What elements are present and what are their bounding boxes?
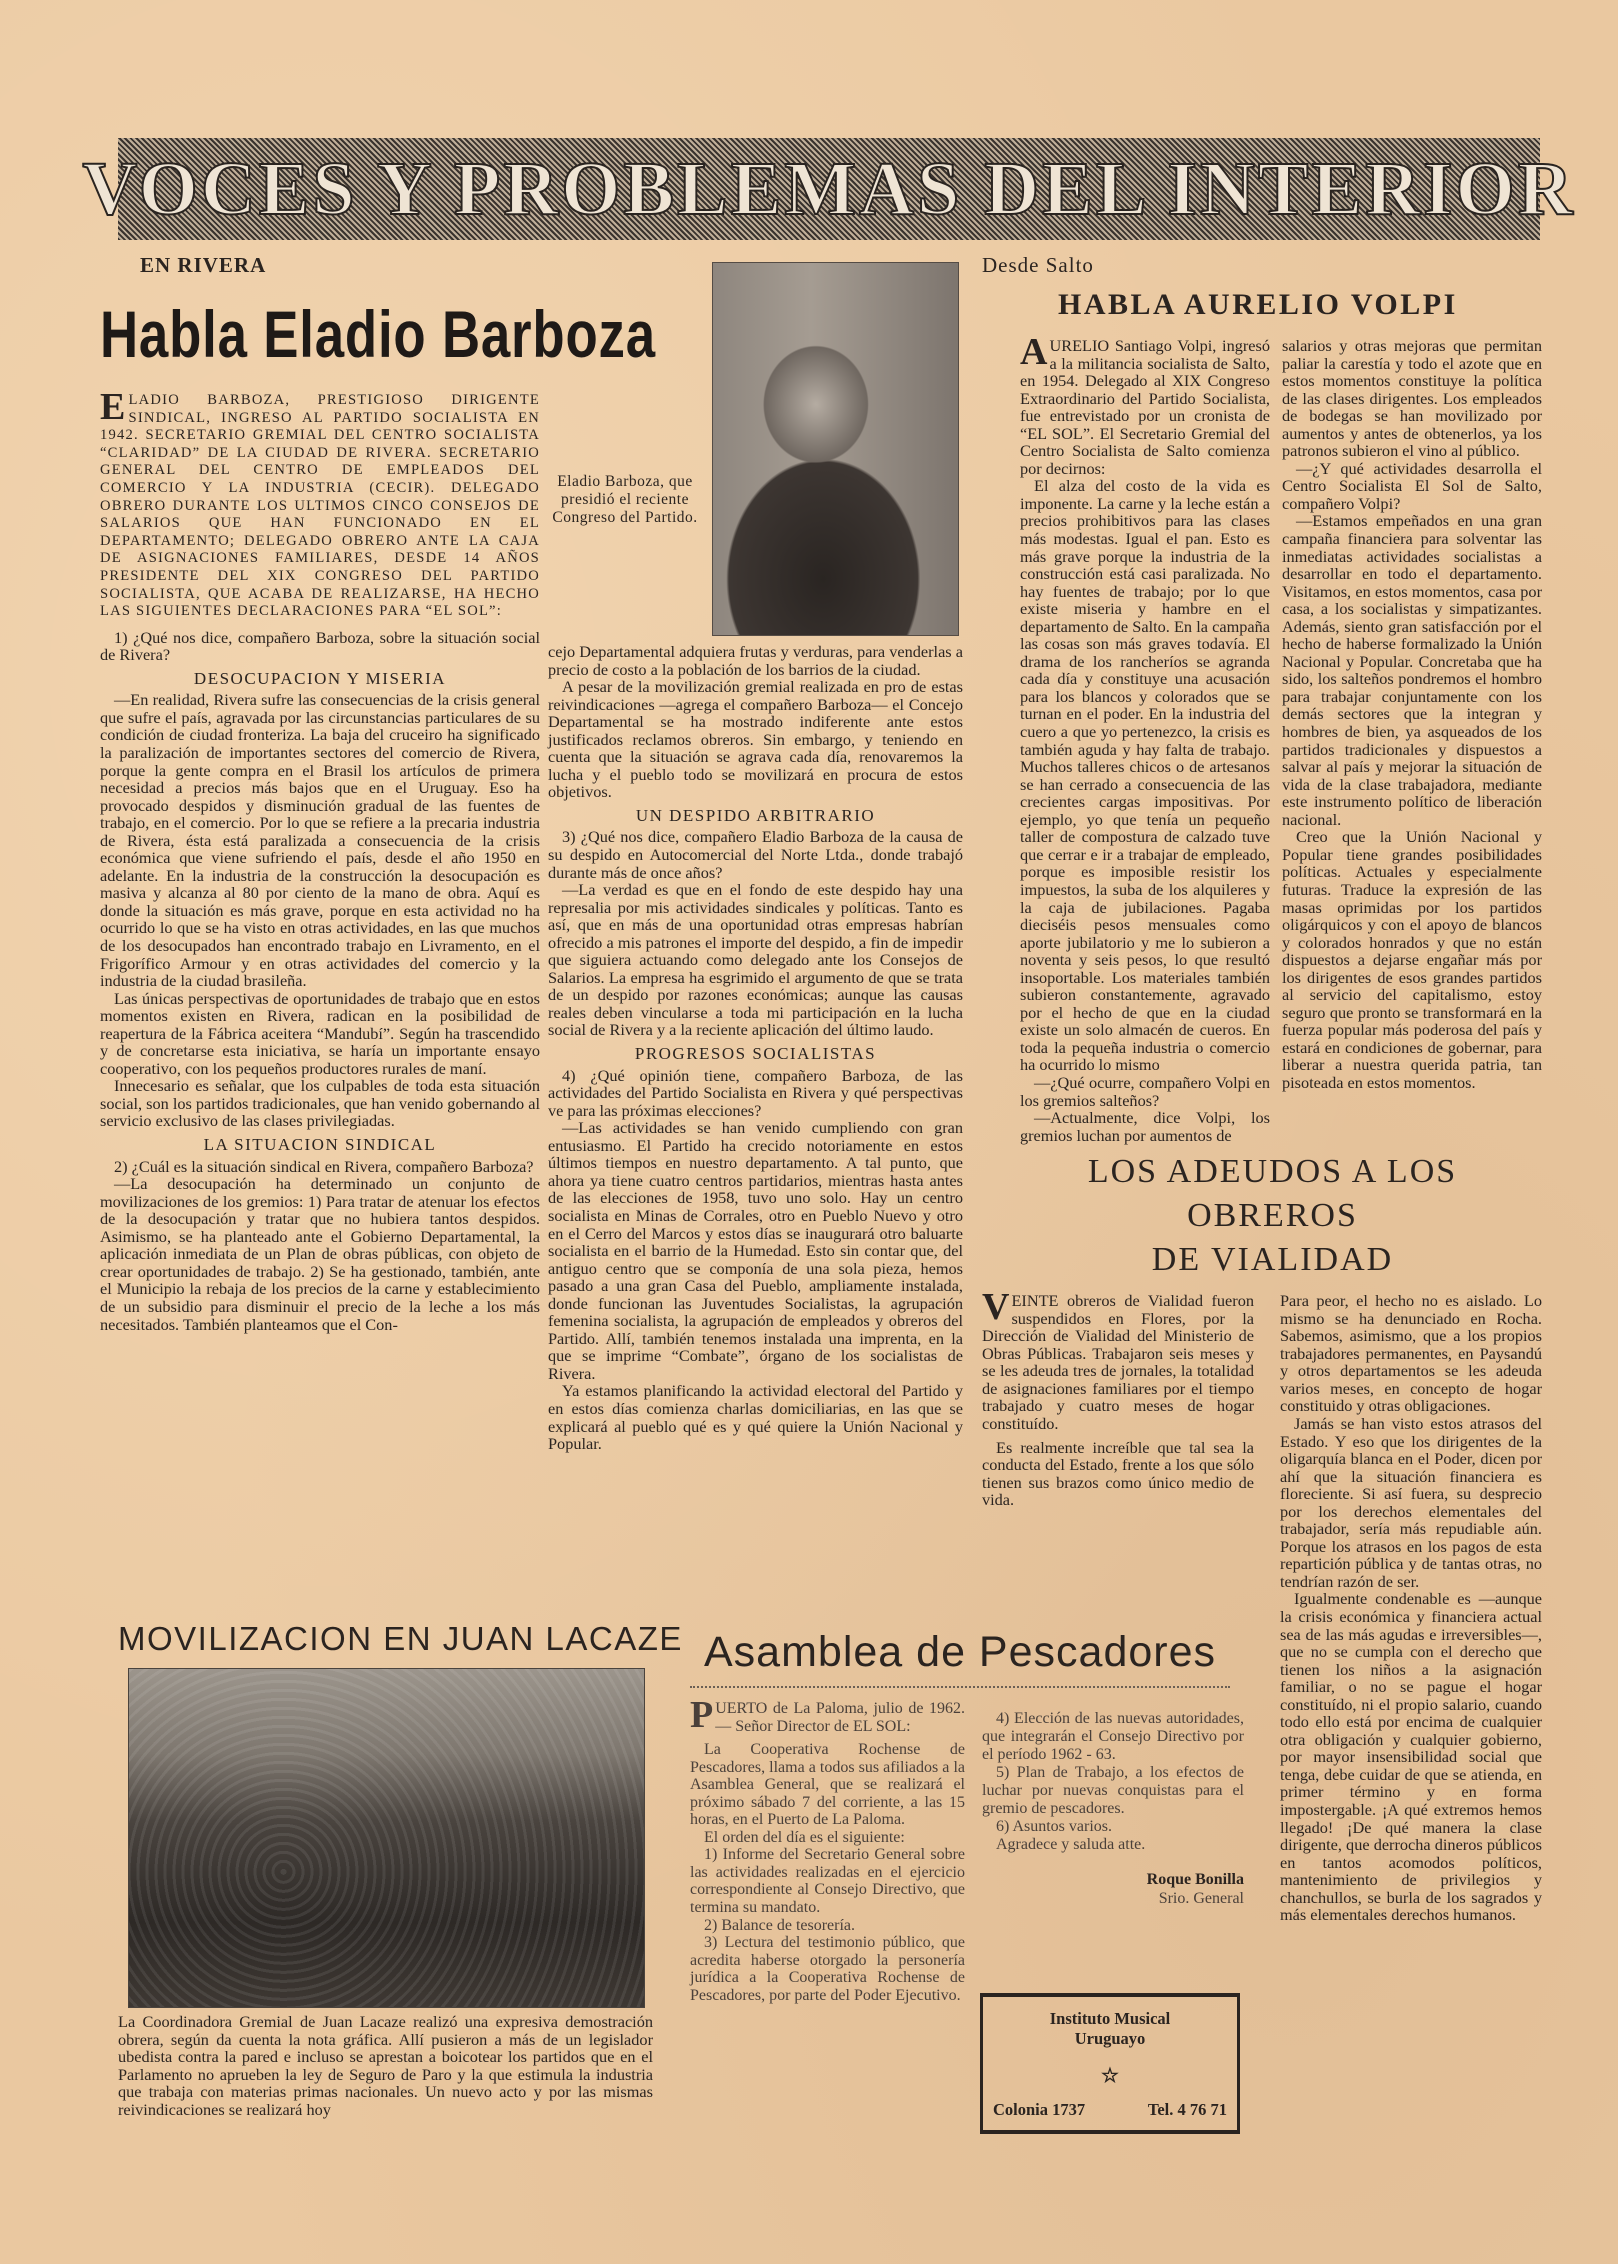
paragraph: 1) ¿Qué nos dice, compañero Barboza, sobre la situación social de Rivera? xyxy=(100,627,540,665)
paragraph: Las únicas perspectivas de oportunidades de trabajo que en estos momentos existen en Rivera, radican en la posibilidad de reapertura de la Fábrica aceitera “Mandubí”. Según ha trascendido y de concretarse esta iniciativa, se haría un importante ensayo cooperativo, con los pequeños productores rurales de maní. xyxy=(100,988,540,1078)
salto-column-1 xyxy=(1020,331,1270,1145)
paragraph: 2) ¿Cuál es la situación sindical en Rivera, compañero Barboza? xyxy=(114,1156,534,1176)
paragraph-text: URELIO Santiago Volpi, ingresó a la militancia socialista de Salto, en 1954. Delegado al XIX Congreso Extraordinario del Partido Socialista, fue entrevistado por un cronista de “EL SOL”. El Secretario Gremial del Centro Socialista de Salto comienza por decirnos: xyxy=(1020,336,1270,478)
paragraph: Jamás se han visto estos atrasos del Estado. Y eso que los dirigentes de la oligarquía blanca en el Poder, dicen por ahí que la situación financiera es floreciente. Si así fuera, su desprecio por los derechos elementales del trabajador, sería más repudiable aún. Porque los atrasos en los pagos de esta repartición pública y de tantas otras, no tendrían razón de ser. xyxy=(1280,1413,1542,1591)
salto-kicker: Desde Salto xyxy=(982,253,1094,277)
paragraph: Ya estamos planificando la actividad electoral del Partido y en estos días comienza charlas domiciliarias, en las que se explicará al pueblo qué es y qué quiere la Unión Nacional y Popular. xyxy=(548,1381,963,1454)
paragraph: Es realmente increíble que tal sea la conducta del Estado, frente a los que sólo tienen sus brazos como único medio de vida. xyxy=(982,1437,1254,1510)
paragraph: 4) Elección de las nuevas autoridades, que integrarán el Consejo Directivo por el período 1962 - 63. xyxy=(982,1710,1244,1763)
paragraph-text: UERTO de La Paloma, julio de 1962. — Señor Director de EL SOL: xyxy=(715,1700,965,1735)
intro-text: LADIO BARBOZA, PRESTIGIOSO DIRIGENTE SINDICAL, INGRESO AL PARTIDO SOCIALISTA EN 1942. SECRETARIO GREMIAL DEL CENTRO SOCIALISTA “CLARIDAD” DE LA CIUDAD DE RIVERA. SECRETARIO GENERAL DEL CENTRO DE EMPLEADOS DEL COMERCIO Y LA INDUSTRIA (CECIR). DELEGADO OBRERO DURANTE LOS ULTIMOS CINCO CONSEJOS DE SALARIOS QUE HAN FUNCIONADO EN EL DEPARTAMENTO; DELEGADO OBRERO ANTE LA CAJA DE ASIGNACIONES FAMILIARES, DESDE 14 AÑOS PRESIDENTE DEL XIX CONGRESO DEL PARTIDO SOCIALISTA, QUE ACABA DE REALIZARSE, HA HECHO LAS SIGUIENTES DECLARACIONES PARA “EL SOL”: xyxy=(100,392,540,620)
ad-address: Colonia 1737 xyxy=(993,2100,1086,2119)
dropcap: A xyxy=(1020,331,1048,373)
vialidad-column-1 xyxy=(982,1286,1254,1510)
headline-line: DE VIALIDAD xyxy=(1151,1241,1394,1279)
caption-text: La Coordinadora Gremial de Juan Lacaze realizó una expresiva demostración obrera, según da cuenta la nota gráfica. Allí pusieron a más de un legislador ubedista contra la pared e incluso se aprestan a boicotear los partidos que en el Parlamento no aprueben la ley de Seguro de Paro y la que estimula la industria que trabaja con materias primas nacionales. Un nuevo acto y por las mismas reivindicaciones se realizará hoy xyxy=(118,2012,653,2119)
paragraph xyxy=(982,1286,1254,1433)
paragraph: —La desocupación ha determinado un conjunto de movilizaciones de los gremios: 1) Para tratar de atenuar los efectos de la desocupación y tratar que no hubiera tantos despidos. Asimismo, se ha planteado ante el Gobierno Departamental, la aplicación inmediata de un Plan de obras públicas, con objeto de crear oportunidades de trabajo. 2) Se ha gestionado, también, ante el Municipio la rebaja de los precios de la carne y establecimiento de un subsidio para disminuir el precio de la leche a los más necesitados. También planteamos que el Con- xyxy=(100,1174,540,1334)
vialidad-headline xyxy=(1000,1150,1545,1282)
paragraph: Agradece y saluda atte. xyxy=(996,1836,1146,1853)
paragraph: 2) Balance de tesorería. xyxy=(704,1916,856,1934)
paragraph: La Cooperativa Rochense de Pescadores, llama a todos sus afiliados a la Asamblea General, que se realizará el próximo sábado 7 del corriente, a las 15 horas, en el Puerto de La Paloma. xyxy=(690,1741,965,1829)
paragraph: 3) ¿Qué nos dice, compañero Eladio Barboza de la causa de su despido en Autocomercial del Norte Ltda., donde trabajó durante más de once años? xyxy=(548,827,963,882)
paragraph: salarios y otras mejoras que permitan paliar la carestía y todo el azote que en estos momentos constituye la política de las clases dirigentes. Los empleados de bodegas se han movilizado por aumentos y antes de obtenerlos, ya los patronos subieron el vino al público. xyxy=(1282,336,1542,461)
paragraph xyxy=(1020,331,1270,478)
paragraph: A pesar de la movilización gremial realizada en pro de estas reivindicaciones —agrega el compañero Barboza— el Concejo Departamental se ha mostrado indiferente ante estos justificados reclamos obreros. Sin embargo, y teniendo en cuenta que la situación se agrava cada día, renovaremos la lucha y el pueblo todo se movilizará en procura de estos objetivos. xyxy=(548,677,963,802)
signature-title: Srio. General xyxy=(1158,1890,1244,1907)
section-subheading: PROGRESOS SOCIALISTAS xyxy=(634,1044,877,1064)
section-subheading: DESOCUPACION Y MISERIA xyxy=(193,668,447,688)
paragraph: —Las actividades se han venido cumpliendo con gran entusiasmo. El Partido ha crecido notoriamente en estos últimos tiempos en nuestro departamento. A tal punto, que ahora ya tiene cuatro centros partidarios, mientras hasta antes de las elecciones de 1958, tuvo uno solo. Hay un centro socialista en Minas de Corrales, otro en Pueblo Nuevo y otro en el Cerro del Marcos y estos días se inaugurará otro baluarte socialista en el barrio de la Humedad. Esto sin contar que, del antiguo centro que se componía de una sola pieza, hemos pasado a una gran Casa del Pueblo, ampliamente instalada, donde funcionan las Juventudes Socialistas, la agrupación femenina socialista, la agrupación de empleados y obreros del Partido. Allí, también tenemos instalada una imprenta, en la que se imprime “Combate”, órgano de los socialistas de Rivera. xyxy=(548,1118,963,1383)
rivera-headline: Habla Eladio Barboza xyxy=(100,297,656,371)
crowd-photo xyxy=(128,1668,645,2008)
banner-title: VOCES Y PROBLEMAS DEL INTERIOR xyxy=(82,146,1576,231)
paragraph: —En realidad, Rivera sufre las consecuencias de la crisis general que sufre el país, agravada por las circunstancias particulares de su condición de ciudad fronteriza. La baja del cruceiro ha significado la paralización de importantes sectores del comercio de Rivera, porque la gente compra en el Brasil los artículos de primera necesidad a precios más bajos que en el Uruguay. Eso ha provocado despidos y disminución gradual de las fuentes de trabajo, en el comercio. Por lo que se refiere a la precaria industria de Rivera, ésta está paralizada a consecuencia de la crisis económica que viene sufriendo el país, desde el año 1950 en adelante. En la industria de la construcción la desocupación es masiva y alcanza al 80 por ciento de la mano de obra. Aquí es donde la situación es más grave, porque en esta actividad no ha ocurrido lo que se ha visto en otras actividades, en las que muchos de los desocupados han encontrado trabajo en Livramento, en el Frigorífico Armour y en otras actividades del comercio y la industria de la ciudad brasileña. xyxy=(100,690,540,991)
ad-line: Instituto Musical xyxy=(1049,2009,1171,2028)
headline-line: LOS ADEUDOS A LOS OBREROS xyxy=(1087,1153,1458,1235)
section-subheading: LA SITUACION SINDICAL xyxy=(203,1135,437,1155)
lacaze-caption xyxy=(118,2013,653,2118)
paragraph xyxy=(690,1694,965,1736)
paragraph: —¿Qué ocurre, compañero Volpi en los gremios salteños? xyxy=(1020,1072,1270,1110)
star-icon: ☆ xyxy=(1101,2065,1119,2087)
paragraph: Igualmente condenable es —aunque la crisis económica y financiera actual sea de las más agudas e irreversibles—, que no se cumpla con el derecho que tienen los niños a la asignación familiar, o no se pague el hogar constituído, ni el propio salario, cuando todo ello está por encima de cualquier otra obligación y cualquier gobierno, por mayor insensibilidad social que tenga, debe cuidar de que se atienda, en primer término y en forma impostergable. ¡A qué extremos hemos llegado! ¡De qué manera la clase dirigente, que derrocha dineros públicos en tantos acomodos políticos, mantenimiento de privilegios y chanchullos, se burla de los sagrados y más elementales derechos humanos. xyxy=(1280,1589,1542,1925)
asamblea-headline: Asamblea de Pescadores xyxy=(704,1628,1217,1676)
paragraph: 5) Plan de Trabajo, a los efectos de luchar por nuevas conquistas para el gremio de pescadores. xyxy=(982,1764,1244,1817)
section-banner xyxy=(82,138,1576,240)
vialidad-column-1-body xyxy=(982,1439,1254,1509)
salto-columns xyxy=(982,331,1542,1145)
vialidad-column-2 xyxy=(1280,1292,1542,1924)
asamblea-column-2 xyxy=(982,1710,1244,1908)
ad-phone: Tel. 4 76 71 xyxy=(1147,2100,1227,2119)
asamblea-column-2-body xyxy=(982,1710,1244,1854)
dropcap: P xyxy=(690,1694,714,1736)
paragraph: 3) Lectura del testimonio público, que acredita haberse otorgado la personería jurídica a la Cooperativa Rochense de Pescadores, por parte del Poder Ejecutivo. xyxy=(690,1934,965,2004)
rivera-kicker: EN RIVERA xyxy=(140,253,267,277)
asamblea-column-1 xyxy=(690,1694,965,2004)
dropcap: E xyxy=(100,386,127,428)
rivera-middle-column xyxy=(548,643,963,1453)
paragraph: —¿Y qué actividades desarrolla el Centro Socialista El Sol de Salto, compañero Volpi? xyxy=(1282,458,1542,513)
paragraph-text: EINTE obreros de Vialidad fueron suspendidos en Flores, por la Dirección de Vialidad del Ministerio de Obras Públicas. Trabajaron seis meses y se les adeuda tres de jornales, la totalidad de asignaciones familiares por el tiempo trabajado y cuatro meses de hogar constituído. xyxy=(982,1291,1254,1433)
paragraph: —La verdad es que en el fondo de este despido hay una represalia por mis actividades sindicales y políticas. Tanto es así, que en más de una oportunidad otras empresas habrían ofrecido a mis patrones el importe del despido, a fin de impedir que siguiera actuando como delegado ante los Consejos de Salarios. La empresa ha esgrimido el argumento de que se trata de un despido por razones económicas; aunque las causas reales deben vincularse a toda mi participación en la lucha social de Rivera y a la reciente aplicación del último laudo. xyxy=(548,880,963,1040)
paragraph: 6) Asuntos varios. xyxy=(996,1818,1112,1835)
section-subheading: UN DESPIDO ARBITRARIO xyxy=(635,805,876,825)
paragraph: Para peor, el hecho no es aislado. Lo mismo se ha denunciado en Rocha. Sabemos, asimismo, que a los propios trabajadores permanentes, en Paysandú y otros departamentos se les adeuda varios meses, en concepto de hogar constituido y otras obligaciones. xyxy=(1280,1291,1542,1416)
salto-column-2 xyxy=(1282,337,1542,1092)
portrait-caption: Eladio Barboza, que presidió el reciente Congreso del Partido. xyxy=(552,473,698,526)
paragraph: Innecesario es señalar, que los culpables de toda esta situación social, son los partidos tradicionales, que han venido gobernando al servicio exclusivo de las clases privilegiadas. xyxy=(100,1076,540,1131)
paragraph: —Estamos empeñados en una gran campaña financiera para solventar las inmediatas actividades socialistas a desarrollar en todo el departamento. Visitamos, en estos momentos, casa por casa, a los socialistas y simpatizantes. Además, siento gran satisfacción por el hecho de haberse formalizado la Unión Nacional y Popular. Concretaba que ha sido, los salteños pondremos el hombro para trabajar conjuntamente con los demás sectores que la integran y hombres de bien, ya asqueados de los partidos tradicionales y dispuestos a salvar al país y mejorar la situación de vida de la clase trabajadora, mediante este instrumento político de liberación nacional. xyxy=(1282,511,1542,829)
ad-line: Uruguayo xyxy=(1074,2029,1146,2048)
rivera-intro xyxy=(100,386,540,621)
signature-name: Roque Bonilla xyxy=(1146,1871,1244,1888)
ad-contact xyxy=(993,2100,1227,2120)
portrait-photo xyxy=(712,262,959,636)
paragraph: Creo que la Unión Nacional y Popular tiene grandes posibilidades políticas. Actuales y especialmente futuras. Traduce la expresión de las masas oprimidas por los partidos oligárquicos y con el apoyo de blancos y colorados honrados y que no están dispuestos a dejarse engañar más por los dirigentes de esos grandes partidos al servicio del capitalismo, estoy seguro que pronto se transformará en la fuerza popular más poderosa del país y estará en condiciones de gobernar, para liberar a nuestra querida patria, tan pisoteada en estos momentos. xyxy=(1282,827,1542,1092)
paragraph: 1) Informe del Secretario General sobre las actividades realizadas en el ejercicio correspondiente al Consejo Directivo, que termina su mandato. xyxy=(690,1846,965,1917)
rivera-left-region xyxy=(100,386,540,1334)
asamblea-column-1-body xyxy=(690,1741,965,2004)
salto-column-1-body xyxy=(1020,477,1270,1144)
paragraph: cejo Departamental adquiera frutas y verduras, para venderlas a precio de costo a la población de los barrios de la ciudad. xyxy=(548,642,963,679)
salto-headline: HABLA AURELIO VOLPI xyxy=(1058,288,1458,321)
paragraph: El orden del día es el siguiente: xyxy=(704,1828,905,1846)
paragraph: El alza del costo de la vida es imponente. La carne y la leche están a precios prohibitivos para las clases más modestas. Igual el pan. Esto es más grave porque la industria de la construcción está casi paralizada. No hay fuentes de trabajo; por lo que existe miseria y hambre en el departamento de Salto. En la campaña las cosas son más graves todavía. El drama de los rancheríos se agranda cada día y constituye una acusación para los blancos y colorados que se turnan en el poder. En la industria del cuero a que yo pertenezco, la crisis es también aguda y hay falta de trabajo. Muchos talleres chicos o de artesanos se han cerrado a consecuencia de las crecientes cargas impositivas. Por ejemplo, yo que tenía un pequeño taller de compostura de calzado tuve que cerrar e ir a trabajar de empleado, porque es imposible resistir los impuestos, la suba de los alquileres y la caja de jubilaciones. Pagaba dieciséis pesos mensuales como aporte jubilatorio y me lo subieron a noventa y seis pesos, lo que resultó insoportable. Los materiales también subieron constantemente, agravado por el hecho de que en la ciudad existe un solo almacén de cueros. En toda la pequeña industria o comercio ha ocurrido lo mismo xyxy=(1020,476,1270,1075)
advertisement-box xyxy=(980,1993,1240,2134)
dotted-divider xyxy=(690,1686,1230,1688)
paragraph: 4) ¿Qué opinión tiene, compañero Barboza, de las actividades del Partido Socialista en Rivera y qué perspectivas ve para las próximas elecciones? xyxy=(548,1065,963,1120)
paragraph: —Actualmente, dice Volpi, los gremios luchan por aumentos de xyxy=(1020,1108,1270,1145)
signature xyxy=(982,1870,1244,1908)
dropcap: V xyxy=(982,1286,1010,1329)
rivera-left-column xyxy=(100,629,540,1333)
lacaze-headline: MOVILIZACION EN JUAN LACAZE xyxy=(118,1620,683,1657)
